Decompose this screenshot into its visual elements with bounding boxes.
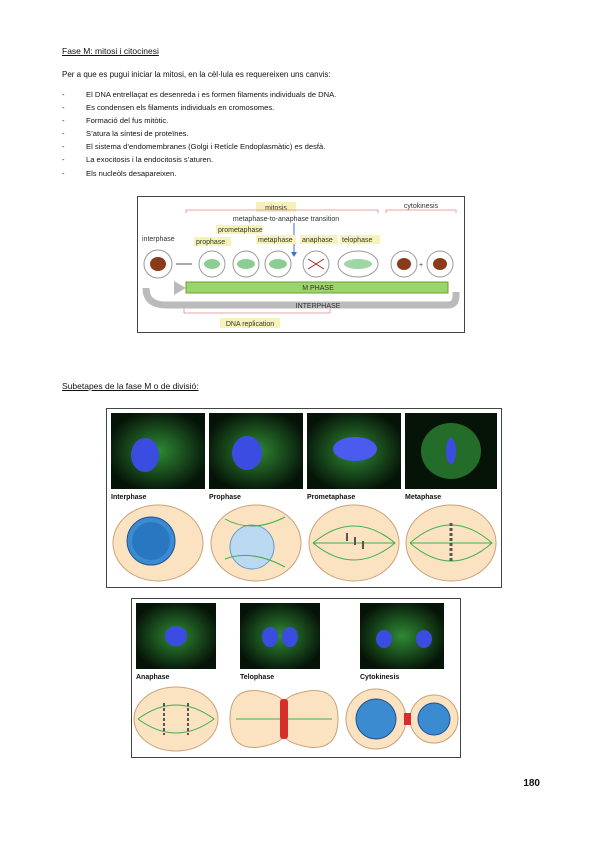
bullet-dash: - xyxy=(62,103,65,113)
stages-figure-bottom xyxy=(131,598,461,758)
spindle-icon xyxy=(344,259,372,269)
list-item: - El DNA entrellaçat es desenreda i es formen filaments individuals de DNA. xyxy=(62,88,336,101)
bullet-dash: - xyxy=(62,155,65,165)
stage-label-cytokinesis: Cytokinesis xyxy=(360,674,400,681)
micrograph-anaphase xyxy=(136,603,216,669)
spindle-icon xyxy=(269,259,287,269)
interphase-bar-label: INTERPHASE xyxy=(295,303,341,310)
transition-arrow-head xyxy=(291,252,297,257)
nucleus-icon xyxy=(150,257,166,271)
nucleus-icon xyxy=(433,258,447,270)
stages-top-svg xyxy=(107,409,501,587)
cytokinesis-bracket xyxy=(386,210,456,213)
drawing-cytokinesis xyxy=(346,689,458,749)
list-item: - La exocitosis i la endocitosis s’aturen. xyxy=(62,153,336,166)
drawing-interphase xyxy=(113,505,203,581)
stage-label-prophase: Prophase xyxy=(209,494,241,501)
bullet-dash: - xyxy=(62,90,65,99)
intro-text: Per a que es pugui iniciar la mitosi, en la cèl·lula es requereixen uns canvis: xyxy=(62,70,331,79)
page-number: 180 xyxy=(523,778,540,789)
stages-figure-top xyxy=(106,408,502,588)
drawing-prophase xyxy=(211,505,301,581)
stage-label-telophase: Telophase xyxy=(240,674,275,681)
plus-icon: + xyxy=(418,262,424,269)
micrograph-prometaphase xyxy=(307,413,401,489)
section-heading-substages: Subetapes de la fase M o de divisió: xyxy=(62,381,199,391)
stage-label-interphase: Interphase xyxy=(111,494,147,501)
prometaphase-label: prometaphase xyxy=(218,227,263,234)
list-item: - Formació del fus mitòtic. xyxy=(62,114,336,127)
micrograph-interphase xyxy=(111,413,205,489)
transition-label: metaphase-to-anaphase transition xyxy=(232,216,340,223)
metaphase-label: metaphase xyxy=(258,237,293,244)
m-phase-label: M PHASE xyxy=(302,285,334,292)
cytokinesis-label: cytokinesis xyxy=(403,203,439,210)
anaphase-label: anaphase xyxy=(302,237,333,244)
drawing-prometaphase xyxy=(309,505,399,581)
cell-cycle-svg xyxy=(138,197,464,332)
micrograph-cytokinesis xyxy=(360,603,444,669)
interphase-phase-label: interphase xyxy=(142,236,175,243)
spindle-icon xyxy=(204,259,220,269)
nucleus-icon xyxy=(397,258,411,270)
spindle-icon xyxy=(237,259,255,269)
stages-bottom-svg xyxy=(132,599,460,757)
drawing-anaphase xyxy=(134,687,218,751)
bullet-dash: - xyxy=(62,142,65,152)
section-heading-m-phase: Fase M: mitosi i citocinesi xyxy=(62,46,159,56)
dna-replication-label: DNA replication xyxy=(225,321,275,328)
bullet-dash: - xyxy=(62,116,65,126)
bullet-dash: - xyxy=(62,168,65,178)
prophase-label: prophase xyxy=(196,239,226,246)
midbody-icon xyxy=(404,713,411,725)
list-item: - Es condensen els filaments individuals en cromosomes. xyxy=(62,101,336,114)
telophase-label: telophase xyxy=(342,237,373,244)
stage-label-anaphase: Anaphase xyxy=(136,674,170,681)
micrograph-prophase xyxy=(209,413,303,489)
contractile-ring-icon xyxy=(280,699,288,739)
cell-sequence xyxy=(144,250,453,278)
bullet-dash: - xyxy=(62,129,65,139)
list-item: - S’atura la síntesi de proteïnes. xyxy=(62,127,336,140)
drawing-metaphase xyxy=(406,505,496,581)
cell-cycle-diagram xyxy=(137,196,465,333)
micrograph-telophase xyxy=(240,603,320,669)
requirements-list xyxy=(62,88,336,180)
micrograph-metaphase xyxy=(405,413,497,489)
stage-label-prometaphase: Prometaphase xyxy=(307,494,356,501)
list-item: - Els nucleòls desapareixen. xyxy=(62,167,336,180)
list-item: - El sistema d’endomembranes (Golgi i Retícle Endoplasmàtic) es desfà. xyxy=(62,140,336,153)
stage-label-metaphase: Metaphase xyxy=(405,494,442,501)
cycle-arrow-icon xyxy=(174,281,186,295)
drawing-telophase xyxy=(230,691,338,748)
mitosis-label: mitosis xyxy=(265,205,287,212)
